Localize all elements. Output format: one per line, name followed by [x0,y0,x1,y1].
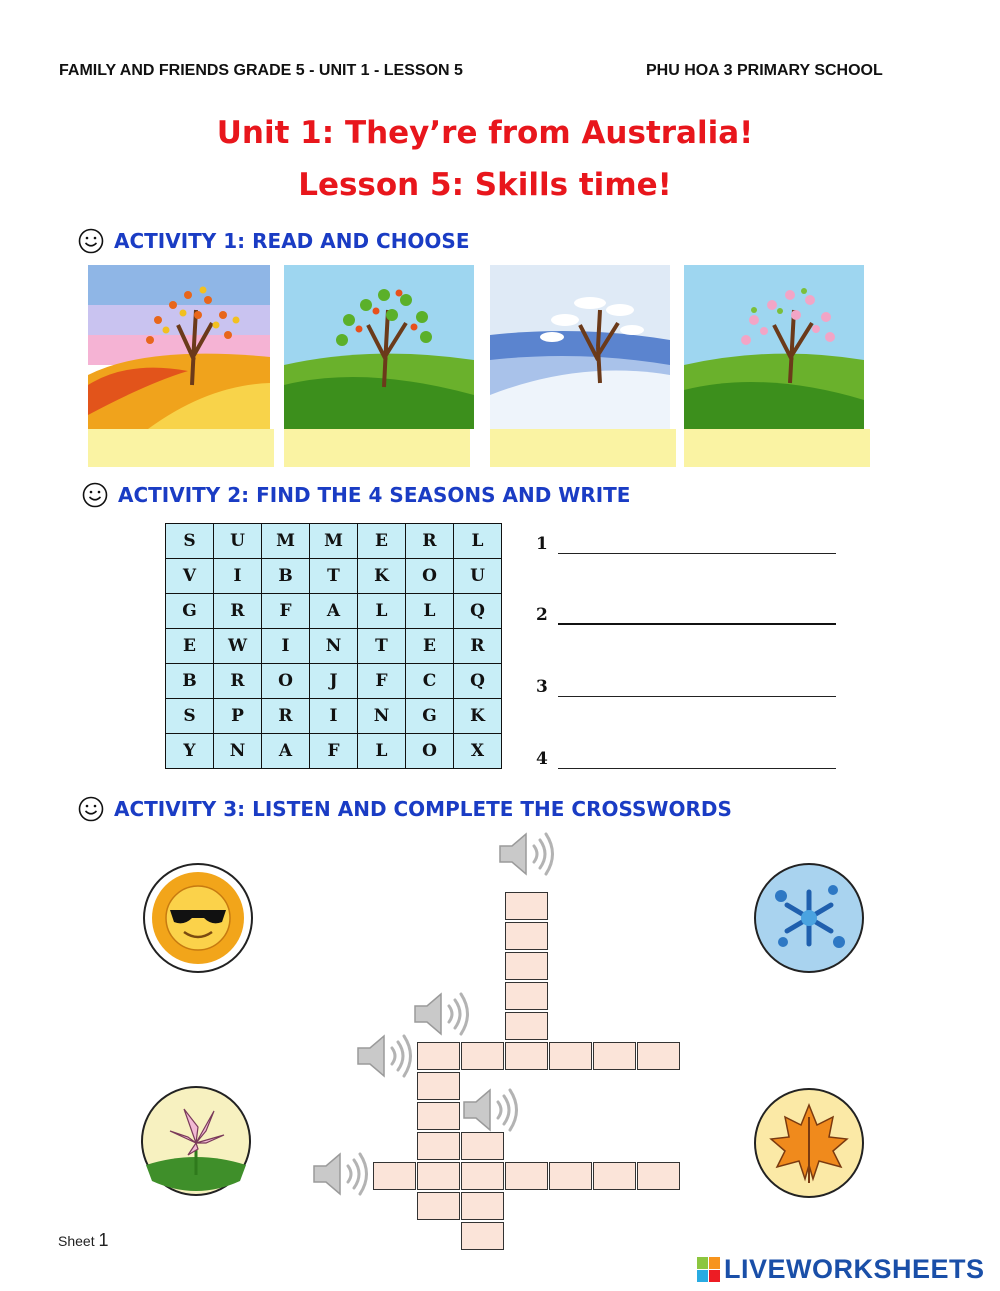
write-line-4 [536,745,836,769]
activity-2-heading [82,482,630,508]
liveworksheets-logo [697,1254,985,1285]
activity-1-label: ACTIVITY 1: READ AND CHOOSE [114,229,470,253]
grid-cell[interactable]: O [406,734,454,769]
crossword-cell[interactable] [461,1042,504,1070]
sheet-label: Sheet [58,1233,95,1249]
grid-cell[interactable]: B [166,664,214,699]
write-line-2 [536,601,836,625]
speaker-icon[interactable] [460,1084,524,1136]
crossword-cell[interactable] [549,1042,592,1070]
grid-cell[interactable]: R [214,594,262,629]
grid-cell[interactable]: T [358,629,406,664]
write-line-number: 2 [536,605,548,625]
snowflake-icon [753,862,865,974]
grid-cell[interactable]: F [262,594,310,629]
grid-cell[interactable]: U [454,559,502,594]
season-word-input-1[interactable] [558,531,836,554]
season-word-input-2[interactable] [558,601,836,625]
grid-cell[interactable]: F [358,664,406,699]
grid-cell[interactable]: O [406,559,454,594]
crossword-cell[interactable] [373,1162,416,1190]
grid-cell[interactable]: F [310,734,358,769]
sheet-number-value: 1 [98,1230,109,1250]
spring-tree-picture [684,265,864,429]
grid-cell[interactable]: L [406,594,454,629]
grid-cell[interactable]: N [310,629,358,664]
season-card-autumn [88,265,270,465]
grid-cell[interactable]: L [358,594,406,629]
grid-cell[interactable]: M [310,524,358,559]
grid-cell[interactable]: M [262,524,310,559]
grid-cell[interactable]: K [454,699,502,734]
grid-cell[interactable]: B [262,559,310,594]
write-line-3 [536,673,836,697]
sheet-number [58,1230,109,1251]
season-card-summer [284,265,466,465]
grid-cell[interactable]: R [214,664,262,699]
grid-cell[interactable]: A [310,594,358,629]
winter-tree-picture [490,265,670,429]
crossword-cell[interactable] [505,952,548,980]
lily-flower-icon [140,1085,252,1197]
crossword-cell[interactable] [417,1132,460,1160]
autumn-answer-box[interactable] [88,429,274,467]
grid-cell[interactable]: E [406,629,454,664]
grid-row [166,629,502,664]
speaker-icon[interactable] [496,828,560,880]
crossword-cell[interactable] [461,1132,504,1160]
crossword-cell[interactable] [505,1162,548,1190]
grid-row [166,559,502,594]
summer-tree-picture [284,265,474,429]
write-line-number: 4 [536,749,548,769]
crossword-cell[interactable] [417,1042,460,1070]
crossword-cell[interactable] [593,1162,636,1190]
crossword-cell[interactable] [461,1222,504,1250]
spring-answer-box[interactable] [684,429,870,467]
grid-cell[interactable]: N [358,699,406,734]
grid-cell[interactable]: R [454,629,502,664]
word-search-grid [165,523,502,769]
speaker-icon[interactable] [310,1148,374,1200]
speaker-icon[interactable] [354,1030,418,1082]
write-line-number: 1 [536,534,548,554]
grid-cell[interactable]: S [166,699,214,734]
crossword-cell[interactable] [637,1042,680,1070]
smiley-icon [78,796,104,822]
crossword-cell[interactable] [637,1162,680,1190]
write-line-1 [536,530,836,554]
liveworksheets-badge-icon [697,1257,721,1283]
worksheet-header-school: PHU HOA 3 PRIMARY SCHOOL [646,62,883,79]
activity-1-heading [78,228,470,254]
grid-cell[interactable]: L [454,524,502,559]
grid-row [166,524,502,559]
grid-row [166,734,502,769]
grid-cell[interactable]: S [166,524,214,559]
season-word-input-3[interactable] [558,674,836,697]
crossword-cell[interactable] [417,1162,460,1190]
grid-cell[interactable]: R [262,699,310,734]
write-line-number: 3 [536,677,548,697]
grid-cell[interactable]: Q [454,594,502,629]
grid-cell[interactable]: A [262,734,310,769]
grid-cell[interactable]: W [214,629,262,664]
activity-3-label: ACTIVITY 3: LISTEN AND COMPLETE THE CROSSWORDS [114,797,732,821]
crossword-cell[interactable] [505,1012,548,1040]
grid-cell[interactable]: C [406,664,454,699]
winter-answer-box[interactable] [490,429,676,467]
grid-cell[interactable]: R [406,524,454,559]
grid-row [166,699,502,734]
worksheet-header-course: FAMILY AND FRIENDS GRADE 5 - UNIT 1 - LESSON 5 [59,62,463,79]
crossword-cell[interactable] [505,1042,548,1070]
grid-cell[interactable]: N [214,734,262,769]
grid-cell[interactable]: I [214,559,262,594]
unit-title: Unit 1: They’re from Australia! [216,115,754,151]
sun-with-sunglasses-icon [142,862,254,974]
crossword-cell[interactable] [505,982,548,1010]
grid-cell[interactable]: Q [454,664,502,699]
grid-cell[interactable]: Y [166,734,214,769]
lesson-title: Lesson 5: Skills time! [298,167,672,203]
crossword-cell[interactable] [549,1162,592,1190]
grid-row [166,664,502,699]
activity-3-heading [78,796,732,822]
grid-cell[interactable]: X [454,734,502,769]
season-card-winter [490,265,672,465]
grid-cell[interactable]: I [310,699,358,734]
grid-cell[interactable]: P [214,699,262,734]
grid-row [166,594,502,629]
grid-cell[interactable]: J [310,664,358,699]
grid-cell[interactable]: U [214,524,262,559]
brand-name: LIVEWORKSHEETS [724,1254,985,1284]
smiley-icon [82,482,108,508]
grid-cell[interactable]: V [166,559,214,594]
crossword-cell[interactable] [417,1102,460,1130]
crossword-cell[interactable] [593,1042,636,1070]
grid-cell[interactable]: E [166,629,214,664]
maple-leaf-icon [753,1087,865,1199]
grid-cell[interactable]: O [262,664,310,699]
speaker-icon[interactable] [411,988,475,1040]
crossword-cell[interactable] [461,1192,504,1220]
activity-2-label: ACTIVITY 2: FIND THE 4 SEASONS AND WRITE [118,483,631,507]
crossword-cell[interactable] [417,1192,460,1220]
grid-cell[interactable]: G [166,594,214,629]
grid-cell[interactable]: T [310,559,358,594]
grid-cell[interactable]: G [406,699,454,734]
autumn-tree-picture [88,265,270,429]
crossword-cell[interactable] [461,1162,504,1190]
summer-answer-box[interactable] [284,429,470,467]
grid-cell[interactable]: I [262,629,310,664]
season-word-input-4[interactable] [558,746,836,769]
grid-cell[interactable]: K [358,559,406,594]
crossword-cell[interactable] [417,1072,460,1100]
season-card-spring [684,265,866,465]
crossword-cell[interactable] [505,892,548,920]
crossword-cell[interactable] [505,922,548,950]
grid-cell[interactable]: E [358,524,406,559]
grid-cell[interactable]: L [358,734,406,769]
smiley-icon [78,228,104,254]
